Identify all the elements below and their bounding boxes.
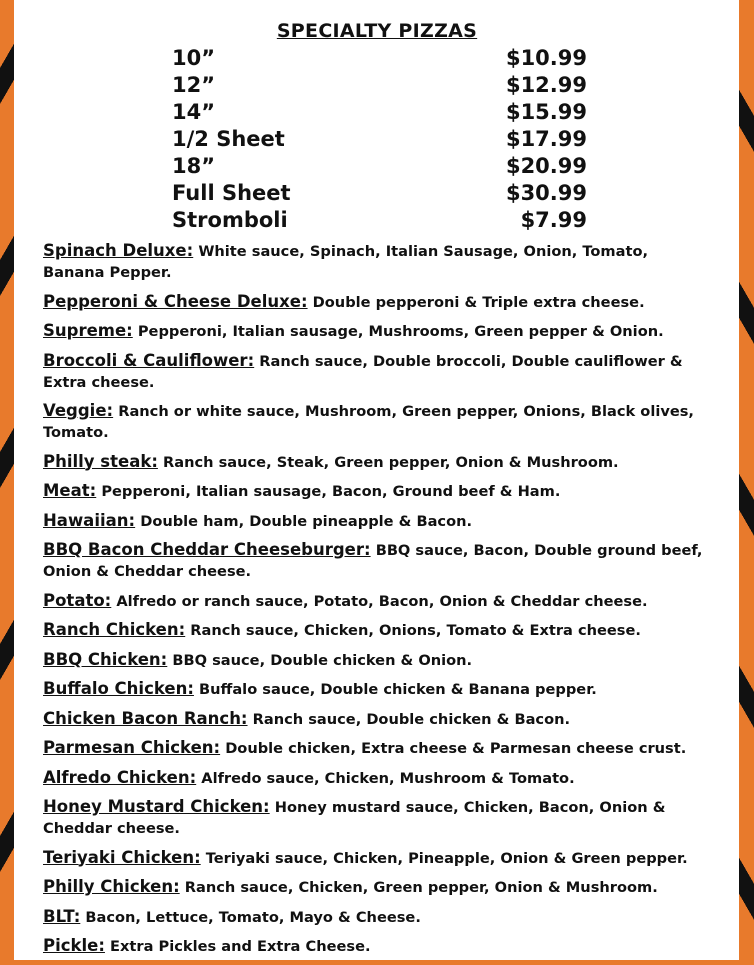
size-label: 18” — [172, 154, 216, 178]
tiger-stripe-border-right — [738, 0, 754, 960]
pizza-item — [43, 906, 703, 928]
pizza-name: Parmesan Chicken: — [43, 738, 221, 757]
pizza-description: Double pepperoni & Triple extra cheese. — [307, 293, 645, 311]
pizza-description: BBQ sauce, Bacon, Double ground beef, Onion & Cheddar cheese. — [43, 542, 703, 580]
pizza-description: Bacon, Lettuce, Tomato, Mayo & Cheese. — [80, 908, 421, 926]
size-price: $10.99 — [505, 46, 587, 70]
pizza-name: Philly Chicken: — [43, 877, 180, 896]
pizza-name: Supreme: — [43, 321, 133, 340]
pizza-item-list — [43, 240, 703, 965]
pizza-name: Meat: — [43, 481, 97, 500]
size-price-list — [172, 45, 587, 234]
pizza-name: Veggie: — [43, 401, 114, 420]
pizza-description: BBQ sauce, Double chicken & Onion. — [167, 651, 473, 669]
pizza-item — [43, 619, 703, 641]
pizza-item — [43, 708, 703, 730]
pizza-description: Pepperoni, Italian sausage, Bacon, Ground beef & Ham. — [96, 483, 561, 500]
pizza-description: Double ham, Double pineapple & Bacon. — [135, 512, 473, 530]
pizza-description: Extra Pickles and Extra Cheese. — [104, 938, 371, 955]
pizza-name: Chicken Bacon Ranch: — [43, 708, 248, 728]
pizza-description: Alfredo or ranch sauce, Potato, Bacon, Onion & Cheddar cheese. — [111, 592, 648, 610]
pizza-name: Spinach Deluxe: — [43, 241, 194, 260]
pizza-item — [43, 240, 703, 283]
pizza-description: Ranch sauce, Double chicken & Bacon. — [247, 710, 571, 728]
pizza-item — [43, 737, 703, 759]
pizza-description: White sauce, Spinach, Italian Sausage, Onion, Tomato, Banana Pepper. — [43, 243, 649, 281]
price-row — [172, 45, 587, 72]
size-price: $30.99 — [505, 181, 587, 205]
pizza-item — [43, 539, 703, 582]
pizza-item — [43, 847, 703, 869]
pizza-item — [43, 350, 703, 393]
pizza-description: Pepperoni, Italian sausage, Mushrooms, Green pepper & Onion. — [132, 323, 664, 340]
price-row — [172, 180, 587, 207]
pizza-name: Pepperoni & Cheese Deluxe: — [43, 291, 308, 311]
size-label: 1/2 Sheet — [172, 127, 285, 151]
pizza-item — [43, 400, 703, 443]
pizza-description: Ranch sauce, Chicken, Onions, Tomato & Extra cheese. — [185, 622, 641, 639]
price-row — [172, 153, 587, 180]
pizza-description: Honey mustard sauce, Chicken, Bacon, Onion & Cheddar cheese. — [43, 799, 666, 837]
pizza-item — [43, 796, 703, 839]
pizza-item — [43, 291, 703, 313]
size-label: Stromboli — [172, 208, 288, 232]
pizza-item — [43, 451, 703, 473]
menu-title: SPECIALTY PIZZAS — [276, 20, 478, 42]
pizza-description: Teriyaki sauce, Chicken, Pineapple, Onion & Green pepper. — [200, 849, 688, 867]
pizza-description: Ranch sauce, Double broccoli, Double cauliflower & Extra cheese. — [43, 352, 683, 391]
pizza-item — [43, 510, 703, 532]
size-label: 12” — [172, 73, 216, 97]
pizza-item — [43, 320, 703, 342]
pizza-name: Teriyaki Chicken: — [43, 847, 201, 867]
pizza-name: Buffalo Chicken: — [43, 679, 194, 698]
pizza-description: Buffalo sauce, Double chicken & Banana pepper. — [193, 681, 597, 698]
pizza-name: BLT: — [43, 906, 81, 926]
pizza-description: Ranch or white sauce, Mushroom, Green pepper, Onions, Black olives, Tomato. — [43, 403, 694, 441]
size-price: $20.99 — [505, 154, 587, 178]
pizza-name: BBQ Bacon Cheddar Cheeseburger: — [43, 540, 371, 559]
size-price: $15.99 — [505, 100, 587, 124]
price-row — [172, 126, 587, 153]
pizza-name: Philly steak: — [43, 451, 158, 471]
pizza-name: Pickle: — [43, 936, 105, 955]
pizza-name: Hawaiian: — [43, 510, 136, 530]
price-row — [172, 207, 587, 234]
pizza-item — [43, 935, 703, 957]
pizza-description: Double chicken, Extra cheese & Parmesan cheese crust. — [220, 740, 687, 757]
pizza-item — [43, 590, 703, 612]
pizza-name: BBQ Chicken: — [43, 649, 168, 669]
pizza-item — [43, 876, 703, 898]
size-price: $12.99 — [505, 73, 587, 97]
pizza-description: Ranch sauce, Steak, Green pepper, Onion & Mushroom. — [157, 453, 619, 471]
pizza-name: Potato: — [43, 590, 112, 610]
pizza-name: Honey Mustard Chicken: — [43, 797, 270, 816]
price-row — [172, 72, 587, 99]
pizza-item — [43, 678, 703, 700]
pizza-name: Ranch Chicken: — [43, 620, 186, 639]
pizza-name: Broccoli & Cauliflower: — [43, 350, 255, 370]
size-label: 14” — [172, 100, 216, 124]
pizza-description: Ranch sauce, Chicken, Green pepper, Onion & Mushroom. — [179, 879, 658, 896]
price-row — [172, 99, 587, 126]
size-price: $17.99 — [505, 127, 587, 151]
pizza-item — [43, 480, 703, 502]
pizza-description: Alfredo sauce, Chicken, Mushroom & Tomato. — [196, 769, 575, 787]
size-label: 10” — [172, 46, 216, 70]
pizza-name: Alfredo Chicken: — [43, 767, 197, 787]
size-label: Full Sheet — [172, 181, 291, 205]
size-price: $7.99 — [520, 208, 587, 232]
pizza-item — [43, 649, 703, 671]
pizza-item — [43, 767, 703, 789]
